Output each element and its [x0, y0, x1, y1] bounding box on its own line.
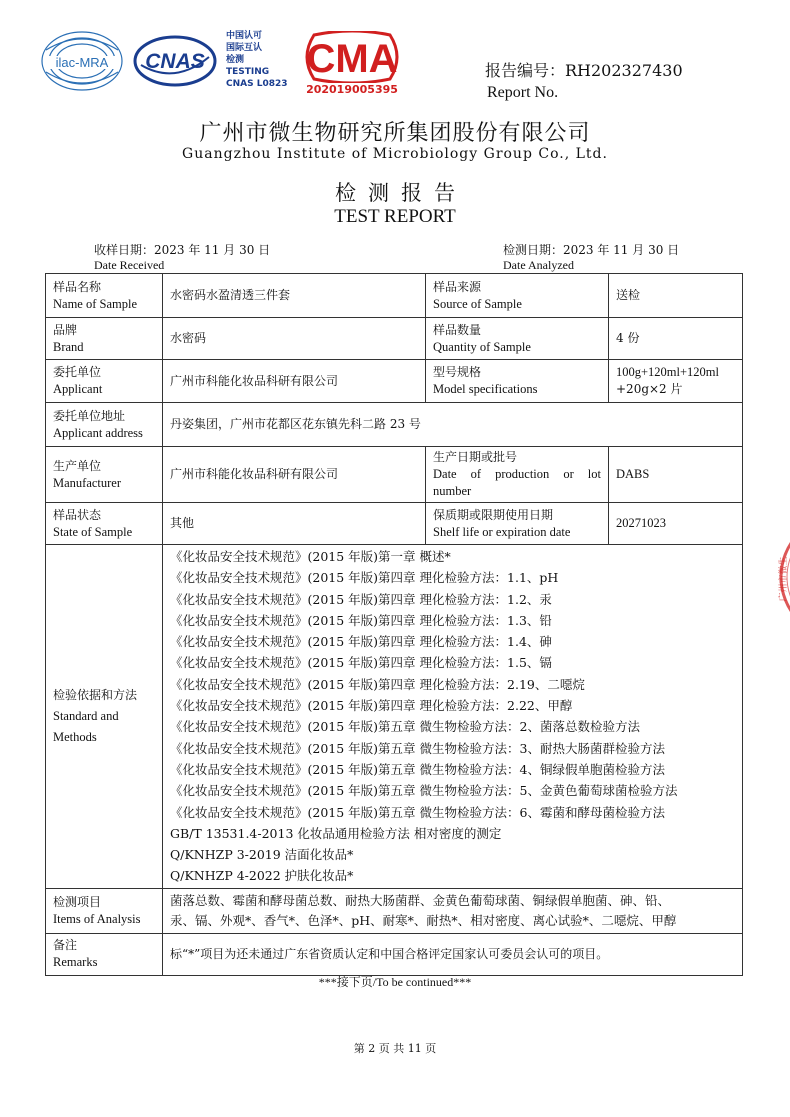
table-row — [46, 403, 743, 447]
label-cn: 备注 — [53, 938, 78, 953]
label-en: Standard and — [53, 708, 119, 723]
standard-line: 《化妆品安全技术规范》(2015 年版)第五章 微生物检验方法：4、铜绿假单胞菌检验方法 — [170, 761, 665, 777]
value-cell: 广州市科能化妆品科研有限公司 — [163, 360, 426, 403]
standard-line: 《化妆品安全技术规范》(2015 年版)第四章 理化检验方法：1.2、汞 — [170, 591, 552, 607]
label-cell — [46, 447, 163, 503]
label-cell — [426, 503, 609, 545]
label-cell — [46, 360, 163, 403]
label-cell — [46, 403, 163, 447]
svg-text:CNAS: CNAS — [145, 50, 205, 73]
label-en: Date of production or lot — [433, 467, 601, 481]
standard-line: 《化妆品安全技术规范》(2015 年版)第四章 理化检验方法：1.1、pH — [170, 570, 559, 586]
cnas-line: TESTING — [226, 67, 270, 77]
analysis-items-line: 菌落总数、霉菌和酵母菌总数、耐热大肠菌群、金黄色葡萄球菌、铜绿假单胞菌、砷、铅、 — [170, 892, 671, 908]
standards-list — [170, 546, 735, 887]
value-cell: 送检 — [609, 274, 743, 318]
report-title-cn: 检测报告 — [335, 181, 467, 205]
value-cell: 丹姿集团，广州市花都区花东镇先科二路 23 号 — [163, 403, 743, 447]
table-row — [46, 503, 743, 545]
standards-cell — [163, 545, 743, 889]
label-cell — [46, 933, 163, 975]
label-en: Remarks — [53, 955, 98, 970]
svg-text:ilac-MRA: ilac-MRA — [55, 55, 109, 70]
table-row — [46, 888, 743, 933]
report-title-en: TEST REPORT — [334, 206, 456, 227]
table-row — [46, 545, 743, 889]
standard-line: 《化妆品安全技术规范》(2015 年版)第一章 概述* — [170, 549, 451, 564]
label-cell — [46, 888, 163, 933]
value-cell — [609, 360, 743, 403]
cnas-line: 中国认可 — [226, 31, 263, 41]
label-cn: 检测项目 — [53, 894, 102, 909]
label-en: Methods — [53, 729, 97, 744]
value-cell: 20271023 — [609, 503, 743, 545]
label-cn: 保质期或限期使用日期 — [433, 507, 554, 522]
label-cn: 检验依据和方法 — [53, 687, 138, 702]
report-number-label-en: Report No. — [487, 84, 559, 101]
company-seal — [768, 512, 790, 642]
value-cell: 水密码水盈清透三件套 — [163, 274, 426, 318]
standard-line: 《化妆品安全技术规范》(2015 年版)第四章 理化检验方法：2.22、甲醇 — [170, 698, 573, 714]
value-cell: 其他 — [163, 503, 426, 545]
label-cn: 样品来源 — [433, 279, 482, 294]
report-number: 报告编号：RH202327430 — [485, 61, 683, 80]
analysis-items-line: 汞、镉、外观*、香气*、色泽*、pH、耐寒*、耐热*、相对密度、离心试验*、二噁烷、甲醇 — [170, 912, 677, 928]
date-analyzed-cn: 检测日期：2023 年 11 月 30 日 — [503, 243, 680, 257]
table-row — [46, 360, 743, 403]
date-received-cn: 收样日期：2023 年 11 月 30 日 — [94, 243, 271, 257]
standard-line: 《化妆品安全技术规范》(2015 年版)第五章 微生物检验方法：6、霉菌和酵母菌检验方法 — [170, 804, 665, 820]
table-row — [46, 933, 743, 975]
label-cell — [426, 274, 609, 318]
svg-text:广州市微生: 广州市微生 — [779, 556, 789, 602]
continued-note: ***接下页/To be continued*** — [318, 975, 472, 989]
label-cn: 型号规格 — [433, 365, 482, 379]
standard-line: 《化妆品安全技术规范》(2015 年版)第四章 理化检验方法：1.4、砷 — [170, 634, 552, 650]
label-cn: 委托单位 — [53, 365, 102, 379]
standard-line: 《化妆品安全技术规范》(2015 年版)第四章 理化检验方法：1.5、镉 — [170, 655, 552, 671]
label-cell — [46, 274, 163, 318]
label-cn: 委托单位地址 — [53, 408, 126, 423]
label-en: Model specifications — [433, 382, 538, 396]
cnas-line: CNAS L0823 — [226, 79, 288, 89]
standard-line: GB/T 13531.4-2013 化妆品通用检验方法 相对密度的测定 — [170, 825, 502, 841]
value-cell: DABS — [609, 447, 743, 503]
value-cell: 水密码 — [163, 318, 426, 360]
standard-line: Q/KNHZP 4-2022 护肤化妆品* — [170, 868, 354, 884]
label-en: Items of Analysis — [53, 911, 141, 926]
label-cn: 样品状态 — [53, 507, 102, 522]
label-en: number — [433, 484, 472, 498]
value-cell: 标“*”项目为还未通过广东省资质认定和中国合格评定国家认可委员会认可的项目。 — [163, 933, 743, 975]
label-en: Name of Sample — [53, 296, 138, 311]
table-row — [46, 274, 743, 318]
label-cell — [426, 318, 609, 360]
cma-logo — [300, 31, 404, 83]
model-spec-line: 100g+120ml+120ml — [616, 365, 719, 379]
cnas-line: 国际互认 — [226, 43, 263, 53]
cma-number: 202019005395 — [306, 83, 398, 96]
label-en: State of Sample — [53, 524, 133, 539]
sample-info-table — [45, 273, 743, 976]
date-received-en: Date Received — [94, 258, 165, 272]
label-en: Shelf life or expiration date — [433, 524, 571, 539]
label-cn: 生产单位 — [53, 458, 102, 473]
label-cn: 生产日期或批号 — [433, 450, 518, 464]
model-spec-line: +20g×2 片 — [616, 382, 683, 396]
label-en: Manufacturer — [53, 475, 122, 490]
table-row — [46, 318, 743, 360]
label-cell — [426, 447, 609, 503]
label-en: Source of Sample — [433, 296, 522, 311]
label-cn: 样品名称 — [53, 279, 102, 294]
label-cell — [46, 545, 163, 889]
standard-line: 《化妆品安全技术规范》(2015 年版)第四章 理化检验方法：1.3、铅 — [170, 612, 552, 628]
cnas-logo — [133, 35, 217, 87]
label-cell — [426, 360, 609, 403]
standard-line: 《化妆品安全技术规范》(2015 年版)第四章 理化检验方法：2.19、二噁烷 — [170, 676, 585, 692]
standard-line: Q/KNHZP 3-2019 洁面化妆品* — [170, 847, 354, 863]
ilac-mra-logo — [40, 30, 124, 92]
label-cell — [46, 503, 163, 545]
date-analyzed-en: Date Analyzed — [503, 258, 574, 272]
cnas-accreditation-text — [226, 30, 288, 90]
label-en: Applicant address — [53, 425, 143, 440]
value-cell: 广州市科能化妆品科研有限公司 — [163, 447, 426, 503]
label-en: Applicant — [53, 382, 103, 396]
label-cell — [46, 318, 163, 360]
table-row — [46, 447, 743, 503]
label-en: Quantity of Sample — [433, 339, 531, 354]
standard-line: 《化妆品安全技术规范》(2015 年版)第五章 微生物检验方法：3、耐热大肠菌群检验方法 — [170, 740, 665, 756]
company-name-en: Guangzhou Institute of Microbiology Group Co., Ltd. — [182, 146, 608, 162]
page-number: 第 2 页 共 11 页 — [353, 1042, 437, 1055]
standard-line: 《化妆品安全技术规范》(2015 年版)第五章 微生物检验方法：2、菌落总数检验方法 — [170, 719, 640, 735]
label-cn: 品牌 — [53, 322, 78, 337]
label-en: Brand — [53, 339, 84, 354]
company-name-cn: 广州市微生物研究所集团股份有限公司 — [199, 121, 591, 146]
label-cn: 样品数量 — [433, 322, 482, 337]
value-cell: 4 份 — [609, 318, 743, 360]
value-cell — [163, 888, 743, 933]
standard-line: 《化妆品安全技术规范》(2015 年版)第五章 微生物检验方法：5、金黄色葡萄球菌检验方法 — [170, 783, 678, 799]
svg-text:CMA: CMA — [306, 37, 398, 81]
cnas-line: 检测 — [226, 55, 245, 65]
